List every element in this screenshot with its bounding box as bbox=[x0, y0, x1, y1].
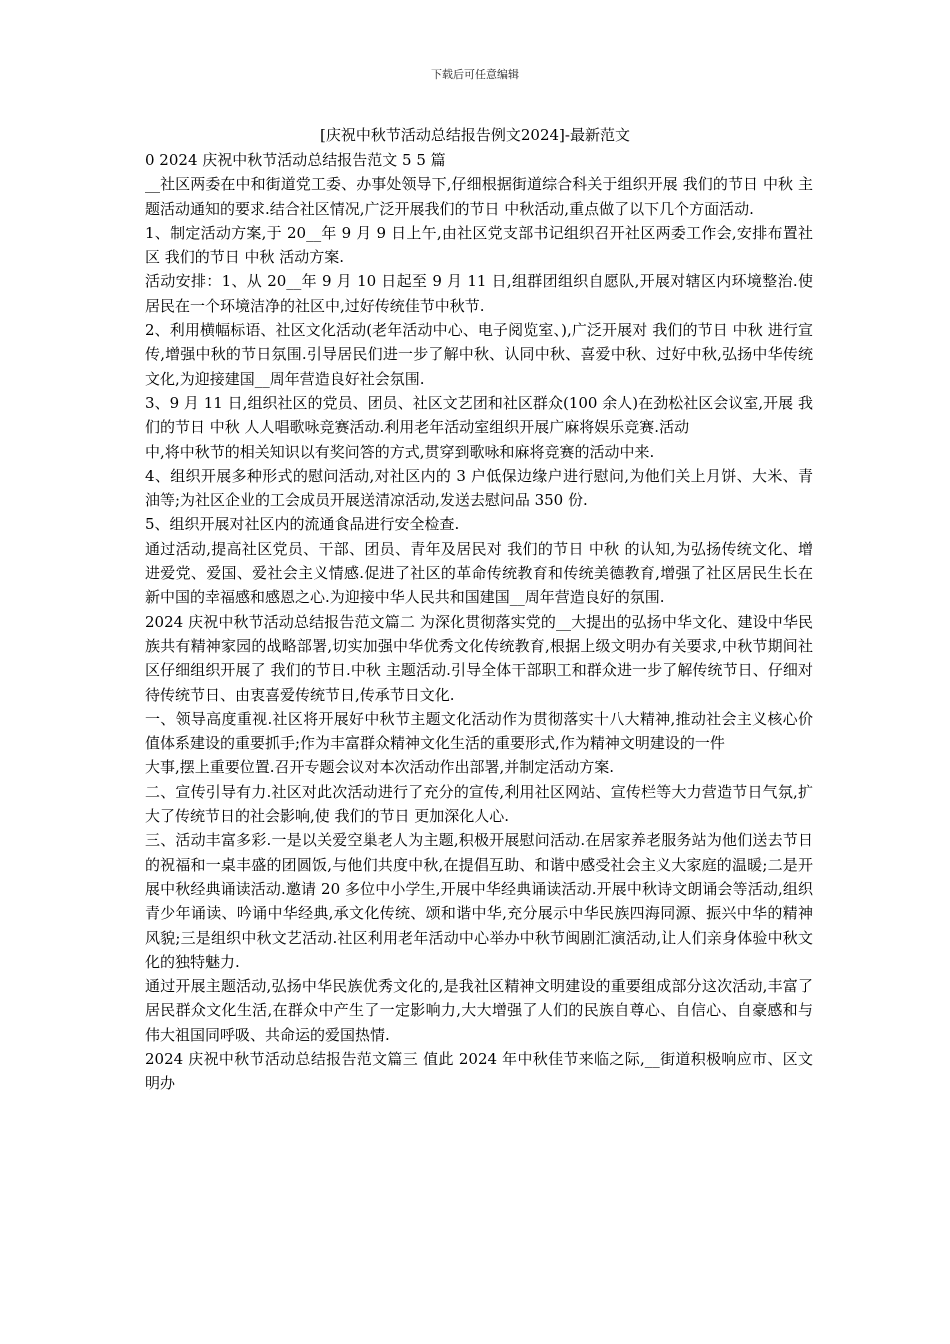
paragraph: __社区两委在中和街道党工委、办事处领导下,仔细根据街道综合科关于组织开展 我们的节日 中秋 主题活动通知的要求.结合社区情况,广泛开展我们的节日 中秋活动,重点做了以下几个方面活动. bbox=[145, 175, 813, 218]
document-body bbox=[145, 148, 813, 1096]
paragraph: 一、领导高度重视.社区将开展好中秋节主题文化活动作为贯彻落实十八大精神,推动社会主义核心价值体系建设的重要抓手;作为丰富群众精神文化生活的重要形式,作为精神文明建设的一件 bbox=[145, 709, 813, 753]
paragraph: 1、制定活动方案,于 20__年 9 月 9 日上午,由社区党支部书记组织召开社区两委工作会,安排布置社区 我们的节日 中秋 活动方案. bbox=[145, 223, 813, 267]
paragraph: 通过开展主题活动,弘扬中华民族优秀文化的,是我社区精神文明建设的重要组成部分这次活动,丰富了居民群众文化生活,在群众中产生了一定影响力,大大增强了人们的民族自尊心、自信心、自豪感和与伟大祖国同呼吸、共命运的爱国热情. bbox=[145, 977, 813, 1044]
paragraph: 大事,摆上重要位置.召开专题会议对本次活动作出部署,并制定活动方案. bbox=[145, 758, 615, 777]
paragraph: 活动安排：1、从 20__年 9 月 10 日起至 9 月 11 日,组群团组织自愿队,开展对辖区内环境整治.使居民在一个环境洁净的社区中,过好传统佳节中秋节. bbox=[145, 272, 813, 315]
paragraph: 5、组织开展对社区内的流通食品进行安全检查. bbox=[145, 515, 460, 534]
paragraph: 中,将中秋节的相关知识以有奖问答的方式,贯穿到歌咏和麻将竞赛的活动中来. bbox=[145, 442, 655, 461]
paragraph: 4、组织开展多种形式的慰问活动,对社区内的 3 户低保边缘户进行慰问,为他们关上月饼、大米、青油等;为社区企业的工会成员开展送清凉活动,发送去慰问品 350 份. bbox=[145, 466, 813, 510]
paragraph: 0 2024 庆祝中秋节活动总结报告范文 5 5 篇 bbox=[145, 151, 446, 169]
paragraph: 通过活动,提高社区党员、干部、团员、青年及居民对 我们的节日 中秋 的认知,为弘扬传统文化、增进爱党、爱国、爱社会主义情感.促进了社区的革命传统教育和传统美德教育,增强了社区居民生长在新中国的幸福感和感恩之心.为迎接中华人民共和国建国__周年营造良好的氛围. bbox=[145, 539, 813, 607]
document-title: [庆祝中秋节活动总结报告例文2024]-最新范文 bbox=[320, 126, 630, 144]
paragraph: 2024 庆祝中秋节活动总结报告范文篇二 为深化贯彻落实党的__大提出的弘扬中华文化、建设中华民族共有精神家园的战略部署,切实加强中华优秀文化传统教育,根据上级文明办有关要求,中秋节期间社区仔细组织开展了 我们的节日.中秋 主题活动.引导全体干部职工和群众进一步了解传统节日、仔细对待传统节日、由衷喜爱传统节日,传承节日文化. bbox=[145, 612, 813, 704]
page-header: 下载后可任意编辑 bbox=[431, 68, 519, 81]
paragraph: 2024 庆祝中秋节活动总结报告范文篇三 值此 2024 年中秋佳节来临之际,__街道积极响应市、区文明办 bbox=[145, 1049, 813, 1093]
paragraph: 3、9 月 11 日,组织社区的党员、团员、社区文艺团和社区群众(100 余人)在劲松社区会议室,开展 我们的节日 中秋 人人唱歌咏竞赛活动.利用老年活动室组织开展广麻将娱乐竞赛.活动 bbox=[145, 393, 813, 437]
paragraph: 2、利用横幅标语、社区文化活动(老年活动中心、电子阅览室、),广泛开展对 我们的节日 中秋 进行宣传,增强中秋的节日氛围.引导居民们进一步了解中秋、认同中秋、喜爱中秋、过好中秋,弘扬中华传统文化,为迎接建国__周年营造良好社会氛围. bbox=[145, 321, 813, 388]
paragraph: 二、宣传引导有力.社区对此次活动进行了充分的宣传,利用社区网站、宣传栏等大力营造节日气氛,扩大了传统节日的社会影响,使 我们的节日 更加深化人心. bbox=[145, 782, 813, 826]
paragraph: 三、活动丰富多彩.一是以关爱空巢老人为主题,积极开展慰问活动.在居家养老服务站为他们送去节日的祝福和一桌丰盛的团圆饭,与他们共度中秋,在提倡互助、和谐中感受社会主义大家庭的温暖;二是开展中秋经典诵读活动.邀请 20 多位中小学生,开展中华经典诵读活动.开展中秋诗文朗诵会等活动,组织青少年诵读、吟诵中华经典,承文化传统、颂和谐中华,充分展示中华民族四海同源、振兴中华的精神风貌;三是组织中秋文艺活动.社区利用老年活动中心举办中秋节闽剧汇演活动,让人们亲身体验中秋文化的独特魅力. bbox=[145, 831, 813, 971]
